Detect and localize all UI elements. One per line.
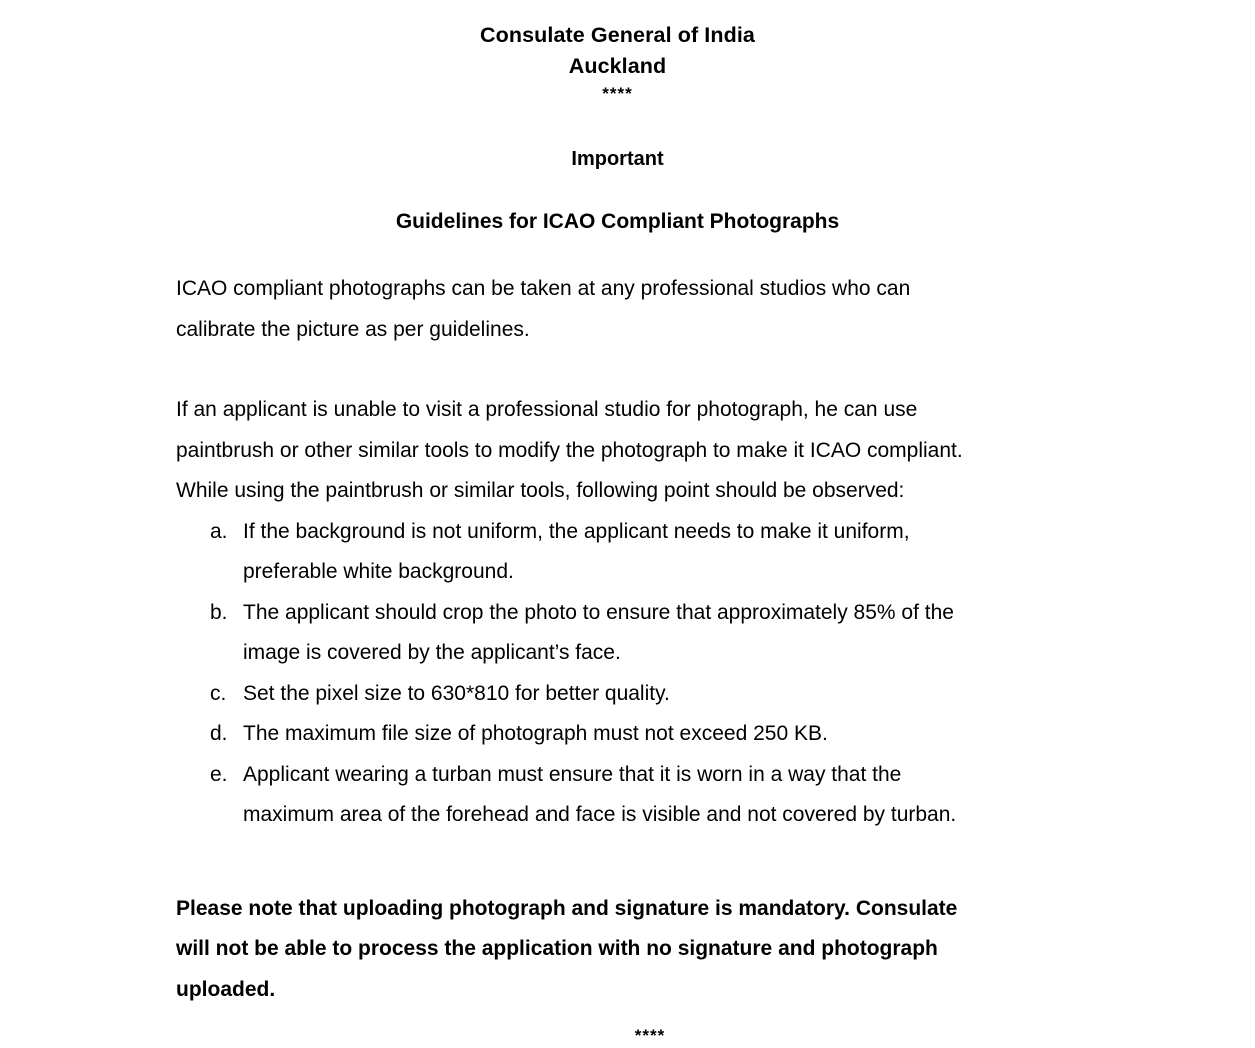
list-item-line-1: Set the pixel size to 630*810 for better quality. <box>243 681 670 705</box>
paragraph-lead-line-1: ICAO compliant photographs can be taken at any professional studios who can <box>176 277 911 300</box>
list-item-line-2: image is covered by the applicant’s face. <box>243 641 621 664</box>
mandatory-note-line-2: will not be able to process the application with no signature and photograph <box>176 937 938 960</box>
mandatory-note-line-1: Please note that uploading photograph and signature is mandatory. Consulate <box>176 896 958 920</box>
list-item-marker: c. <box>210 681 227 705</box>
list-item-line-1: The maximum file size of photograph must not exceed 250 KB. <box>243 722 828 745</box>
paragraph-lead-line-2: calibrate the picture as per guidelines. <box>176 317 530 341</box>
list-item <box>176 674 1059 715</box>
list-item-line-2: maximum area of the forehead and face is visible and not covered by turban. <box>243 803 957 826</box>
document-content <box>176 0 1059 1048</box>
list-item-line-1: Applicant wearing a turban must ensure that it is worn in a way that the <box>243 762 902 786</box>
guidelines-list <box>176 512 1059 836</box>
paragraph-second-line-2: paintbrush or other similar tools to modify the photograph to make it ICAO compliant. <box>176 438 963 462</box>
list-item <box>176 755 1059 836</box>
footer-divider: **** <box>634 1026 666 1045</box>
list-item-marker: e. <box>210 762 228 786</box>
paragraph-second <box>176 390 1059 512</box>
list-item-line-1: If the background is not uniform, the applicant needs to make it uniform, <box>243 519 910 543</box>
paragraph-second-line-1: If an applicant is unable to visit a professional studio for photograph, he can use <box>176 398 918 421</box>
list-item-marker: b. <box>210 600 228 624</box>
list-item-marker: a. <box>210 519 228 543</box>
list-item-line-1: The applicant should crop the photo to ensure that approximately 85% of the <box>243 600 954 624</box>
header-divider: **** <box>602 84 633 103</box>
mandatory-note <box>176 889 1059 1011</box>
list-item <box>176 714 1059 755</box>
list-item <box>176 593 1059 674</box>
organization-name: Consulate General of India <box>480 23 755 47</box>
list-item-line-2: preferable white background. <box>243 560 514 583</box>
paragraph-lead <box>176 269 1059 350</box>
heading-guidelines: Guidelines for ICAO Compliant Photographs <box>395 210 840 233</box>
heading-important: Important <box>571 148 664 170</box>
city-name: Auckland <box>568 54 667 78</box>
document-header <box>176 0 1059 106</box>
paragraph-second-line-3: While using the paintbrush or similar tools, following point should be observed: <box>176 479 905 502</box>
list-item <box>176 512 1059 593</box>
list-item-marker: d. <box>210 722 228 745</box>
mandatory-note-line-3: uploaded. <box>176 977 276 1001</box>
